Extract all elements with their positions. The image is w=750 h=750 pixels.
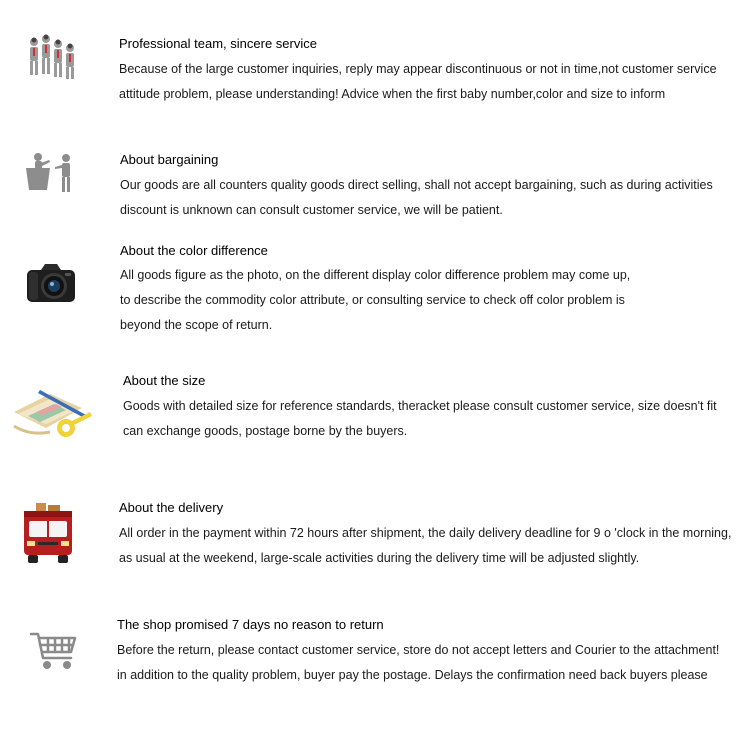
bargaining-icon xyxy=(22,150,78,194)
team-icon xyxy=(20,30,82,92)
section-text-line: All goods figure as the photo, on the different display color difference problem may come up, xyxy=(120,268,631,282)
section-text-line: in addition to the quality problem, buyer pay the postage. Delays the confirmation need back buyers please xyxy=(117,668,708,682)
section-text-line: Because of the large customer inquiries, reply may appear discontinuous or not in time,not customer service xyxy=(119,62,717,76)
section-title-bargaining: About bargaining xyxy=(120,152,219,167)
section-text-line: discount is unknown can consult customer service, we will be patient. xyxy=(120,203,503,217)
section-title-delivery: About the delivery xyxy=(119,500,224,515)
shopping-cart-icon xyxy=(29,630,79,672)
measuring-tape-icon xyxy=(10,382,96,442)
section-title-size: About the size xyxy=(123,373,206,388)
section-text-line: All order in the payment within 72 hours after shipment, the daily delivery deadline for 9 o 'clock in the morning, xyxy=(119,526,732,540)
section-title-color: About the color difference xyxy=(120,243,268,258)
camera-icon xyxy=(25,262,77,304)
section-text-line: attitude problem, please understanding! Advice when the first baby number,color and size to inform xyxy=(119,87,666,101)
section-text-line: Our goods are all counters quality goods direct selling, shall not accept bargaining, such as during activities xyxy=(120,178,713,192)
section-text-line: can exchange goods, postage borne by the buyers. xyxy=(123,424,408,438)
section-text-line: Before the return, please contact customer service, store do not accept letters and Courier to the attachment! xyxy=(117,643,720,657)
section-title-return: The shop promised 7 days no reason to return xyxy=(117,617,384,632)
section-text-line: as usual at the weekend, large-scale activities during the delivery time will be adjusted slightly. xyxy=(119,551,640,565)
section-text-line: Goods with detailed size for reference standards, theracket please consult customer service, size doesn't fit xyxy=(123,399,717,413)
section-title-team: Professional team, sincere service xyxy=(119,36,317,51)
delivery-truck-icon xyxy=(22,501,74,565)
section-text-line: to describe the commodity color attribute, or consulting service to check off color problem is xyxy=(120,293,625,307)
section-text-line: beyond the scope of return. xyxy=(120,318,273,332)
